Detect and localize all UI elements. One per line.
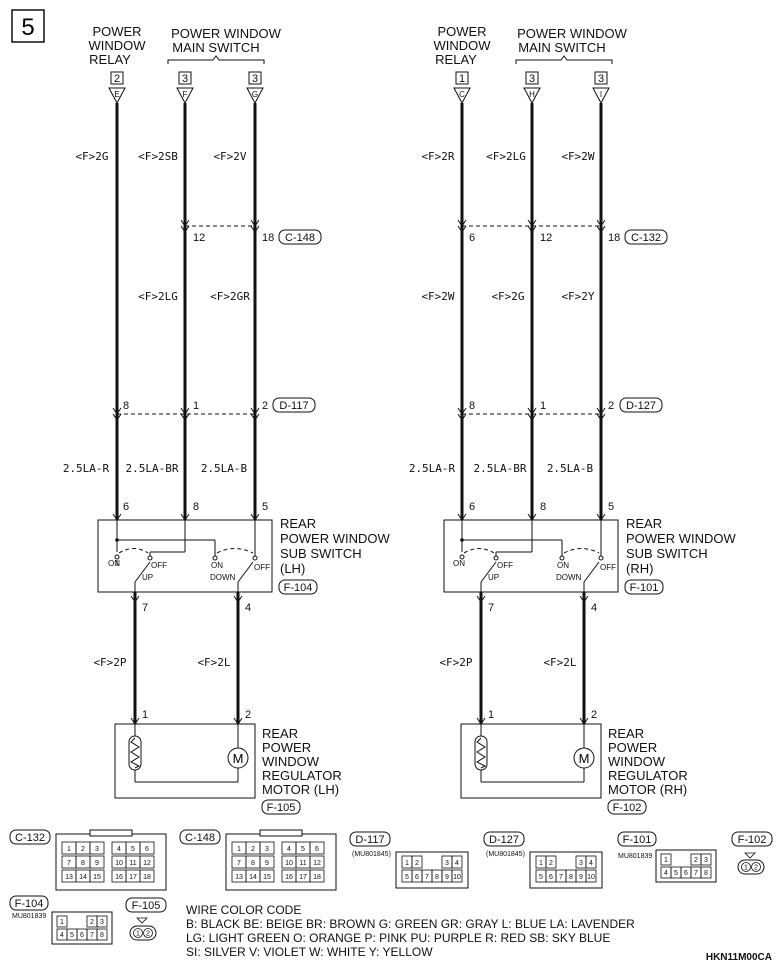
rh-c-code: C-132	[631, 232, 661, 244]
d127-pin-10: 10	[587, 874, 595, 881]
d117-pin-5: 5	[405, 874, 409, 881]
rh-top-connector-1-pin: C	[459, 90, 465, 99]
lh-wire-motor-label-2: <F>2L	[197, 656, 231, 669]
rh-switch-off2: OFF	[600, 563, 616, 572]
lh-switch-brace	[168, 56, 264, 64]
lh-sub-pin-top-3: 5	[262, 501, 269, 513]
d117-pin-9: 9	[445, 874, 449, 881]
f104-pin-5: 5	[70, 932, 74, 939]
rh-motor-pin-1: 1	[488, 709, 495, 721]
f102-pin-1: 1	[744, 864, 748, 872]
d127-pin-4: 4	[589, 860, 593, 867]
d127-pin-6: 6	[549, 874, 553, 881]
rh-sub-switch-label-4: (RH)	[626, 561, 654, 576]
lh-sub-switch	[98, 514, 272, 592]
d117-pin-10: 10	[453, 874, 461, 881]
connector-view-c148	[180, 830, 336, 890]
lh-switch-off1: OFF	[151, 561, 167, 570]
rh-sub-switch-label-2: POWER WINDOW	[626, 531, 736, 546]
rh-relay-label-3: RELAY	[435, 52, 477, 67]
d117-pin-2: 2	[415, 860, 419, 867]
rh-wire-upper-label-1: <F>2R	[421, 150, 455, 163]
lh-c-code: C-148	[285, 232, 315, 244]
c132-pin-8: 8	[81, 860, 85, 867]
d127-pin-2: 2	[549, 860, 553, 867]
c132-pin-12: 12	[143, 860, 151, 867]
d117-pin-8: 8	[435, 874, 439, 881]
lh-wire-mid-label-1: <F>2LG	[138, 290, 178, 303]
lh-wire-low-label-2: 2.5LA-BR	[125, 462, 179, 475]
f101-pin-2: 2	[694, 857, 698, 864]
c148-pin-2: 2	[251, 846, 255, 853]
lh-d-pin-1: 8	[123, 400, 130, 412]
f101-pin-4: 4	[664, 870, 668, 877]
lh-sub-switch-code: F-104	[283, 582, 313, 594]
f102-code: F-102	[737, 834, 767, 846]
rh-relay-label-1: POWER	[437, 24, 487, 39]
f101-pin-7: 7	[694, 870, 698, 877]
c132-pin-13: 13	[65, 874, 73, 881]
lh-top-connector-1-num: 2	[113, 73, 121, 85]
c148-pin-6: 6	[315, 846, 319, 853]
c148-pin-12: 12	[313, 860, 321, 867]
lh-motor-label-5: MOTOR (LH)	[262, 782, 340, 797]
c148-pin-18: 18	[313, 874, 321, 881]
lh-motor-label-2: POWER	[262, 740, 312, 755]
lh-sub-switch-label-3: SUB SWITCH	[280, 546, 362, 561]
legend-line-1: B: BLACK BE: BEIGE BR: BROWN G: GREEN GR: GRAY L: BLUE LA: LAVENDER	[186, 917, 635, 931]
c148-pin-7: 7	[237, 860, 241, 867]
lh-c-pin-2: 18	[262, 232, 275, 244]
rh-motor-code: F-102	[612, 802, 642, 814]
rh-top-connector-1-num: 1	[458, 73, 466, 85]
legend-title: WIRE COLOR CODE	[186, 903, 302, 917]
rh-wire-low-label-2: 2.5LA-BR	[473, 462, 527, 475]
rh-wire-mid-label-2: <F>2G	[491, 290, 525, 303]
lh-switch-on1: ON	[108, 559, 120, 568]
lh-sub-pin-top-2: 8	[193, 501, 200, 513]
d127-pin-1: 1	[539, 860, 543, 867]
rh-motor-label-2: POWER	[608, 740, 658, 755]
c132-pin-6: 6	[145, 846, 149, 853]
rh-wire-motor-label-2: <F>2L	[543, 656, 577, 669]
lh-switch-down: DOWN	[210, 573, 236, 582]
c132-pin-18: 18	[143, 874, 151, 881]
lh-top-connector-2-pin: F	[182, 90, 188, 99]
connector-view-f104	[10, 896, 112, 944]
rh-wire-upper-label-3: <F>2W	[561, 150, 595, 163]
f102-pin-2: 2	[754, 864, 758, 872]
lh-switch-off2: OFF	[254, 563, 270, 572]
rh-d-pin-3: 2	[608, 400, 615, 412]
c132-pin-1: 1	[67, 846, 71, 853]
f101-pin-8: 8	[704, 870, 708, 877]
c132-pin-17: 17	[129, 874, 137, 881]
f104-part: MU801839	[12, 913, 47, 920]
rh-circuit	[409, 24, 737, 814]
lh-relay-label-3: RELAY	[89, 52, 131, 67]
lh-wire-upper-label-3: <F>2V	[213, 150, 247, 163]
c132-code: C-132	[15, 832, 45, 844]
rh-sub-pin-top-2: 8	[540, 501, 547, 513]
d117-pin-3: 3	[445, 860, 449, 867]
c132-pin-3: 3	[95, 846, 99, 853]
lh-motor-code: F-105	[266, 802, 296, 814]
rh-switch-label-1: POWER WINDOW	[517, 26, 627, 41]
lh-switch-up: UP	[142, 573, 154, 582]
rh-sub-switch-label-3: SUB SWITCH	[626, 546, 708, 561]
rh-top-connector-2	[524, 72, 540, 103]
c132-pin-14: 14	[79, 874, 87, 881]
svg-text:M: M	[232, 751, 244, 766]
rh-wire-mid-label-1: <F>2W	[421, 290, 455, 303]
lh-relay-label-2: WINDOW	[88, 38, 146, 53]
lh-sub-pin-top-1: 6	[123, 501, 130, 513]
d127-pin-8: 8	[569, 874, 573, 881]
lh-d-pin-3: 2	[262, 400, 269, 412]
f104-code: F-104	[14, 898, 44, 910]
d117-part: (MU801845)	[352, 851, 391, 858]
f104-pin-6: 6	[80, 932, 84, 939]
lh-c-pin-1: 12	[193, 232, 206, 244]
c132-pin-10: 10	[115, 860, 123, 867]
lh-top-connector-1-pin: E	[114, 90, 120, 99]
connector-view-f102	[732, 832, 772, 874]
rh-relay-label-2: WINDOW	[433, 38, 491, 53]
c132-pin-9: 9	[95, 860, 99, 867]
rh-switch-up: UP	[488, 573, 500, 582]
lh-motor-pin-2: 2	[245, 709, 252, 721]
rh-top-connector-2-pin: H	[529, 90, 535, 99]
legend-line-3: SI: SILVER V: VIOLET W: WHITE Y: YELLOW	[186, 945, 433, 959]
c148-pin-3: 3	[265, 846, 269, 853]
rh-motor-label-1: REAR	[608, 726, 645, 741]
c148-pin-8: 8	[251, 860, 255, 867]
c148-pin-11: 11	[299, 860, 307, 867]
wire-color-legend	[186, 903, 635, 959]
connector-view-f105	[126, 898, 166, 940]
rh-sub-pin-top-3: 5	[608, 501, 615, 513]
f104-pin-7: 7	[90, 932, 94, 939]
d117-pin-6: 6	[415, 874, 419, 881]
d127-pin-7: 7	[559, 874, 563, 881]
rh-c-pin-2: 12	[540, 232, 553, 244]
f104-pin-2: 2	[90, 919, 94, 926]
f101-pin-6: 6	[684, 870, 688, 877]
d127-pin-9: 9	[579, 874, 583, 881]
rh-switch-down: DOWN	[556, 573, 582, 582]
c148-pin-13: 13	[235, 874, 243, 881]
lh-wire-low-label-1: 2.5LA-R	[62, 462, 110, 475]
c148-code: C-148	[185, 832, 215, 844]
d127-part: (MU801845)	[486, 851, 525, 858]
lh-wire-upper-label-1: <F>2G	[75, 150, 109, 163]
d127-code: D-127	[489, 834, 519, 846]
f104-pin-4: 4	[60, 932, 64, 939]
rh-wire-low-label-3: 2.5LA-B	[546, 462, 594, 475]
rh-motor-label-3: WINDOW	[608, 754, 666, 769]
rh-sub-switch-label-1: REAR	[626, 516, 663, 531]
lh-d-code: D-117	[279, 400, 309, 412]
c132-pin-15: 15	[93, 874, 101, 881]
lh-top-connector-3-pin: G	[251, 90, 259, 99]
f101-pin-3: 3	[704, 857, 708, 864]
c148-pin-17: 17	[299, 874, 307, 881]
lh-top-connector-3-num: 3	[251, 73, 259, 85]
connector-view-f101	[618, 832, 716, 882]
d117-code: D-117	[355, 834, 385, 846]
rh-c-pin-1: 6	[469, 232, 476, 244]
drawing-code: HKN11M00CA	[705, 952, 772, 963]
c148-pin-9: 9	[265, 860, 269, 867]
lh-top-connector-2	[177, 72, 193, 103]
lh-wire-mid-label-2: <F>2GR	[210, 290, 250, 303]
c148-pin-16: 16	[285, 874, 293, 881]
lh-wire-low-label-3: 2.5LA-B	[200, 462, 248, 475]
lh-motor-label-3: WINDOW	[262, 754, 320, 769]
f105-pin-1: 1	[136, 930, 140, 938]
rh-sub-switch	[444, 514, 618, 592]
c132-pin-2: 2	[81, 846, 85, 853]
rh-sub-switch-code: F-101	[629, 582, 659, 594]
lh-switch-label-2: MAIN SWITCH	[172, 40, 260, 55]
c148-pin-15: 15	[263, 874, 271, 881]
rh-wire-upper-label-2: <F>2LG	[486, 150, 526, 163]
rh-motor-pin-2: 2	[591, 709, 598, 721]
rh-d-pin-2: 1	[540, 400, 547, 412]
connector-view-d127	[484, 832, 602, 888]
rh-wire-mid-label-3: <F>2Y	[561, 290, 595, 303]
legend-line-2: LG: LIGHT GREEN O: ORANGE P: PINK PU: PURPLE R: RED SB: SKY BLUE	[186, 931, 611, 945]
c148-pin-5: 5	[301, 846, 305, 853]
d117-pin-7: 7	[425, 874, 429, 881]
c132-pin-5: 5	[131, 846, 135, 853]
rh-top-connector-3	[593, 72, 609, 103]
f101-pin-1: 1	[664, 857, 668, 864]
rh-wire-low-label-1: 2.5LA-R	[408, 462, 456, 475]
lh-switch-on2: ON	[211, 561, 223, 570]
lh-top-connector-3	[247, 72, 263, 103]
c132-pin-7: 7	[67, 860, 71, 867]
lh-sub-pin-bottom-2: 4	[245, 602, 252, 614]
lh-motor-label-4: REGULATOR	[262, 768, 342, 783]
rh-motor	[461, 724, 601, 798]
lh-sub-switch-label-4: (LH)	[280, 561, 306, 576]
c148-pin-1: 1	[237, 846, 241, 853]
lh-sub-switch-label-2: POWER WINDOW	[280, 531, 390, 546]
rh-wire-motor-label-1: <F>2P	[439, 656, 473, 669]
rh-switch-on1: ON	[453, 559, 465, 568]
lh-sub-pin-bottom-1: 7	[142, 602, 149, 614]
f105-code: F-105	[131, 900, 161, 912]
rh-c-pin-3: 18	[608, 232, 621, 244]
f105-pin-2: 2	[146, 930, 150, 938]
rh-motor-label-4: REGULATOR	[608, 768, 688, 783]
lh-d-pin-2: 1	[193, 400, 200, 412]
rh-d-code: D-127	[626, 400, 656, 412]
lh-motor	[115, 724, 255, 798]
rh-switch-off1: OFF	[497, 561, 513, 570]
lh-top-connector-2-num: 3	[181, 73, 189, 85]
lh-sub-switch-label-1: REAR	[280, 516, 317, 531]
rh-top-connector-3-num: 3	[597, 73, 605, 85]
c132-pin-16: 16	[115, 874, 123, 881]
rh-sub-pin-bottom-1: 7	[488, 602, 495, 614]
lh-wire-upper-label-2: <F>2SB	[138, 150, 178, 163]
d117-pin-4: 4	[455, 860, 459, 867]
page-number-box	[12, 10, 44, 42]
f104-pin-1: 1	[60, 919, 64, 926]
c148-pin-14: 14	[249, 874, 257, 881]
lh-wire-motor-label-1: <F>2P	[93, 656, 127, 669]
f101-code: F-101	[622, 834, 652, 846]
c148-pin-4: 4	[287, 846, 291, 853]
lh-switch-label-1: POWER WINDOW	[171, 26, 281, 41]
rh-sub-pin-bottom-2: 4	[591, 602, 598, 614]
rh-switch-label-2: MAIN SWITCH	[518, 40, 606, 55]
lh-circuit	[63, 24, 391, 814]
lh-motor-pin-1: 1	[142, 709, 149, 721]
c132-pin-11: 11	[129, 860, 137, 867]
d127-pin-5: 5	[539, 874, 543, 881]
f101-part: MU801839	[618, 853, 653, 860]
d117-pin-1: 1	[405, 860, 409, 867]
lh-relay-label-1: POWER	[92, 24, 142, 39]
rh-top-connector-2-num: 3	[528, 73, 536, 85]
lh-motor-label-1: REAR	[262, 726, 299, 741]
f104-pin-3: 3	[100, 919, 104, 926]
rh-top-connector-3-pin: I	[599, 90, 603, 99]
rh-sub-pin-top-1: 6	[469, 501, 476, 513]
rh-d-pin-1: 8	[469, 400, 476, 412]
c132-pin-4: 4	[117, 846, 121, 853]
connector-view-d117	[350, 832, 468, 888]
d127-pin-3: 3	[579, 860, 583, 867]
f101-pin-5: 5	[674, 870, 678, 877]
svg-text:M: M	[578, 751, 590, 766]
rh-motor-label-5: MOTOR (RH)	[608, 782, 688, 797]
f104-pin-8: 8	[100, 932, 104, 939]
rh-switch-on2: ON	[557, 561, 569, 570]
lh-top-connector-1	[109, 72, 125, 103]
page-number: 5	[21, 14, 35, 41]
connector-view-c132	[10, 830, 166, 890]
c148-pin-10: 10	[285, 860, 293, 867]
rh-top-connector-1	[454, 72, 470, 103]
rh-switch-brace	[516, 56, 612, 64]
